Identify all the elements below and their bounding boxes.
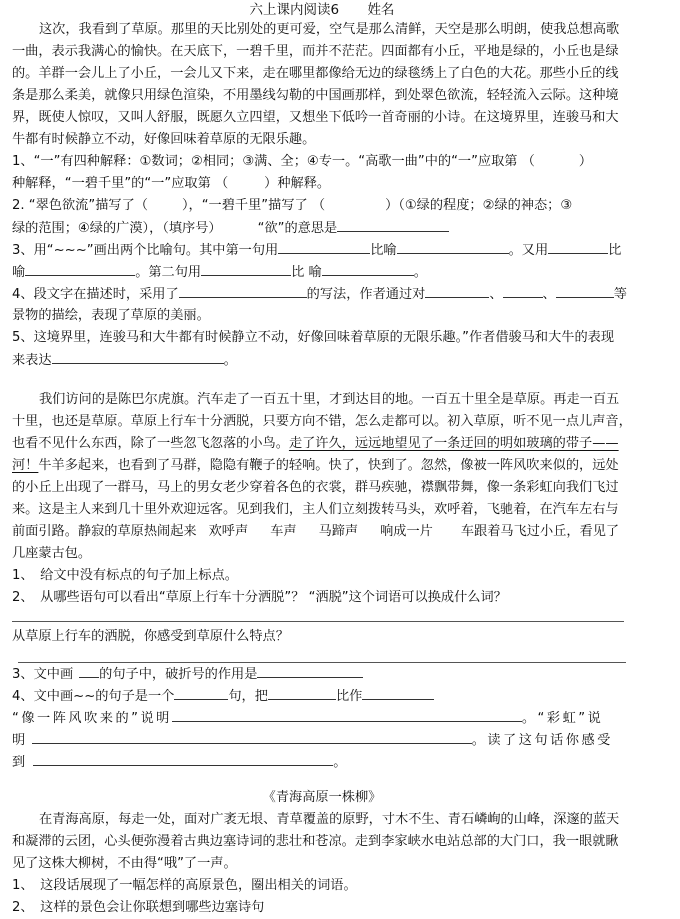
question-text: 2. “翠色欲流”描写了（ <box>12 198 148 213</box>
passage-2-line: 的小丘上出现了一群马，马上的男女老少穿着各色的衣裳，群马疾驰，襟飘带舞，像一条彩虹向我们飞过 <box>12 480 619 495</box>
question-text: 种解释，“一碧千里”的“一”应取第 （ <box>12 176 229 191</box>
question-4-cont <box>12 707 632 729</box>
passage-1-line: 条是那么柔美，就像只用绿色渲染，不用墨线勾勒的中国画那样，到处翠色欲流，轻轻流入云际。这种境 <box>12 88 619 103</box>
passage-1-line: 一曲，表示我满心的愉快。在天底下，一碧千里，而并不茫茫。四面都有小丘，平地是绿的，小丘也是绿 <box>12 44 619 59</box>
answer-blank[interactable] <box>503 283 543 298</box>
answer-blank[interactable] <box>425 283 489 298</box>
question-3 <box>12 239 632 261</box>
question-text: 明 <box>12 733 28 748</box>
passage-2-line: 十里，也还是草原。草原上行车十分洒脱，只要方向不错，怎么走都可以。初入草原，听不见一点儿声音， <box>12 414 632 429</box>
question-text: 等 <box>613 287 627 302</box>
question-text: 1、“一”有四种解释：①数词；②相同；③满、全；④专一。“高歌一曲”中的“一”应取第 （ <box>12 154 535 169</box>
questions-2 <box>12 565 632 773</box>
question-1 <box>12 151 632 173</box>
passage-text: 牛羊多起来，也看到了马群，隐隐有鞭子的轻响。快了，快到了。忽然，像被一阵风吹来似的，远处 <box>38 458 619 473</box>
question-text: 比 <box>608 243 622 258</box>
answer-blank[interactable] <box>397 239 509 254</box>
question-text: “像一阵风吹来的”说明 <box>12 711 172 726</box>
answer-blank[interactable] <box>25 261 135 276</box>
question-text: 、 <box>542 287 556 302</box>
passage-text: 前面引路。静寂的草原热闹起来 <box>12 524 197 539</box>
question-3-cont <box>12 261 632 283</box>
passage-text: 马蹄声 <box>318 524 359 539</box>
passage-2-line <box>12 433 632 455</box>
passage-3-line: 和凝滞的云团，心头便弥漫着古典边塞诗词的悲壮和苍凉。走到李家峡水电站总部的大门口，我一眼就瞅 <box>12 834 619 849</box>
question-text: 3、文中画 <box>12 667 74 682</box>
worksheet-title: 六上课内阅读6 <box>249 2 340 18</box>
question-text: 。“彩虹”说 <box>521 711 604 726</box>
answer-blank[interactable] <box>278 239 370 254</box>
question-text: 。 <box>333 755 347 770</box>
question-text: 4、段文字在描述时，采用了 <box>12 287 179 302</box>
answer-blank[interactable] <box>32 729 472 744</box>
passage-1-line: 牛都有时候静立不动，好像回味着草原的无限乐趣。 <box>12 132 316 147</box>
passage-2 <box>12 389 632 565</box>
answer-blank[interactable] <box>52 349 224 364</box>
answer-blank[interactable] <box>337 217 449 232</box>
question-text: 比喻 <box>370 243 397 258</box>
question-text: 3、用“~~~”画出两个比喻句。其中第一句用 <box>12 243 279 258</box>
question-text: 绿的范围；④绿的广漠），（填序号） <box>12 221 222 236</box>
answer-blank[interactable] <box>257 663 363 678</box>
passage-text: 响成一片 <box>380 524 433 539</box>
question-text: 的句子中，破折号的作用是 <box>99 667 258 682</box>
question-3 <box>12 663 632 685</box>
question-2 <box>12 195 632 217</box>
question-4 <box>12 685 632 707</box>
question-5: 5、这境界里，连骏马和大牛都有时候静立不动，好像回味着草原的无限乐趣。”作者借骏马和大牛的表现 <box>12 330 615 345</box>
question-1: 1、 这段话展现了一幅怎样的高原景色，圈出相关的词语。 <box>12 878 357 893</box>
question-text: ） <box>578 154 593 169</box>
passage-text: 欢呼声 <box>208 524 249 539</box>
answer-blank[interactable] <box>556 283 614 298</box>
passage-2-line <box>12 455 632 477</box>
answer-blank[interactable] <box>179 283 307 298</box>
answer-blank[interactable] <box>201 261 291 276</box>
question-text: 、 <box>489 287 503 302</box>
underlined-sentence: 河！ <box>12 458 39 473</box>
passage-1 <box>12 19 632 151</box>
question-2-cont <box>12 217 632 239</box>
question-4-cont: 景物的描绘，表现了草原的美丽。 <box>12 308 210 323</box>
question-text: 句，把 <box>228 689 268 704</box>
question-1-cont <box>12 173 632 195</box>
passage-text: 也看不见什么东西，除了一些忽飞忽落的小鸟。 <box>12 436 289 451</box>
passage-text: 车跟着马飞过小丘，看见了 <box>460 524 620 539</box>
question-text: 的写法，作者通过对 <box>306 287 426 302</box>
passage-1-line: 界，既使人惊叹，又叫人舒服，既愿久立四望，又想坐下低吟一首奇丽的小诗。在这境界里，连骏马和大 <box>12 110 619 125</box>
question-text: 来表达 <box>12 353 52 368</box>
question-2-sub: 从草原上行车的洒脱，你感受到草原什么特点？ <box>12 629 289 644</box>
passage-3-line: 见了这株大柳树，不由得“哦”了一声。 <box>12 856 237 871</box>
worksheet-header <box>12 1 632 19</box>
question-text: 。又用 <box>508 243 549 258</box>
passage-3 <box>12 787 632 919</box>
answer-blank[interactable] <box>548 239 608 254</box>
worksheet <box>12 0 632 919</box>
question-text: 。 <box>223 353 237 368</box>
name-label: 姓名 <box>367 2 395 18</box>
passage-3-title: 《青海高原一株柳》 <box>262 790 382 805</box>
passage-1-line: 的。羊群一会儿上了小丘，一会儿又下来，走在哪里都像给无边的绿毯绣上了白色的大花。那些小丘的线 <box>12 66 619 81</box>
answer-blank[interactable] <box>322 261 414 276</box>
question-text: 到 <box>12 755 26 770</box>
answer-blank[interactable] <box>174 685 228 700</box>
question-4 <box>12 283 632 305</box>
question-text: 。 <box>413 265 427 280</box>
question-4-cont <box>12 729 632 751</box>
answer-blank[interactable] <box>268 685 336 700</box>
underline-marker <box>79 663 99 678</box>
passage-2-line: 几座蒙古包。 <box>12 546 92 561</box>
passage-2-line: 我们访问的是陈巴尔虎旗。汽车走了一百五十里，才到达目的地。一百五十里全是草原。再走一百五 <box>39 392 620 407</box>
question-text: “欲”的意思是 <box>257 221 338 236</box>
question-text: 。第二句用 <box>135 265 202 280</box>
question-1: 1、 给文中没有标点的句子加上标点。 <box>12 568 238 583</box>
question-2: 2、 这样的景色会让你联想到哪些边塞诗句 <box>12 900 265 915</box>
question-text: ）（①绿的程度；②绿的神态；③ <box>385 198 573 213</box>
passage-1-line: 这次，我看到了草原。那里的天比别处的更可爱，空气是那么清鲜，天空是那么明朗，使我总想高歌 <box>39 22 620 37</box>
question-5-cont <box>12 349 632 371</box>
question-2: 2、 从哪些语句可以看出“草原上行车十分洒脱”？ “洒脱”这个词语可以换成什么词？ <box>12 590 507 605</box>
answer-blank[interactable] <box>172 707 522 722</box>
questions-1 <box>12 151 632 371</box>
passage-3-line: 在青海高原，每走一处，面对广袤无垠、青草覆盖的原野，寸木不生、青石嶙峋的山峰，深邃的蓝天 <box>39 812 620 827</box>
passage-2-line: 来。这是主人来到几十里外欢迎远客。见到我们，主人们立刻拨转马头，欢呼着，飞驰着，在汽车左右与 <box>12 502 619 517</box>
question-text: 。读了这句话你感受 <box>471 733 613 748</box>
answer-blank[interactable] <box>362 685 434 700</box>
passage-text: 车声 <box>270 524 297 539</box>
answer-blank[interactable] <box>33 751 333 766</box>
question-text: 4、文中画~~的句子是一个 <box>12 689 175 704</box>
question-text: 喻 <box>12 265 26 280</box>
passage-2-line <box>12 521 632 543</box>
question-text: 比作 <box>335 689 363 704</box>
question-text: ），“一碧千里”描写了 （ <box>181 198 326 213</box>
underlined-sentence: 走了许久，远远地望见了一条迂回的明如玻璃的带子—— <box>288 436 619 451</box>
question-text: 比 喻 <box>291 265 322 280</box>
question-text: ）种解释。 <box>264 176 331 191</box>
question-4-cont <box>12 751 632 773</box>
